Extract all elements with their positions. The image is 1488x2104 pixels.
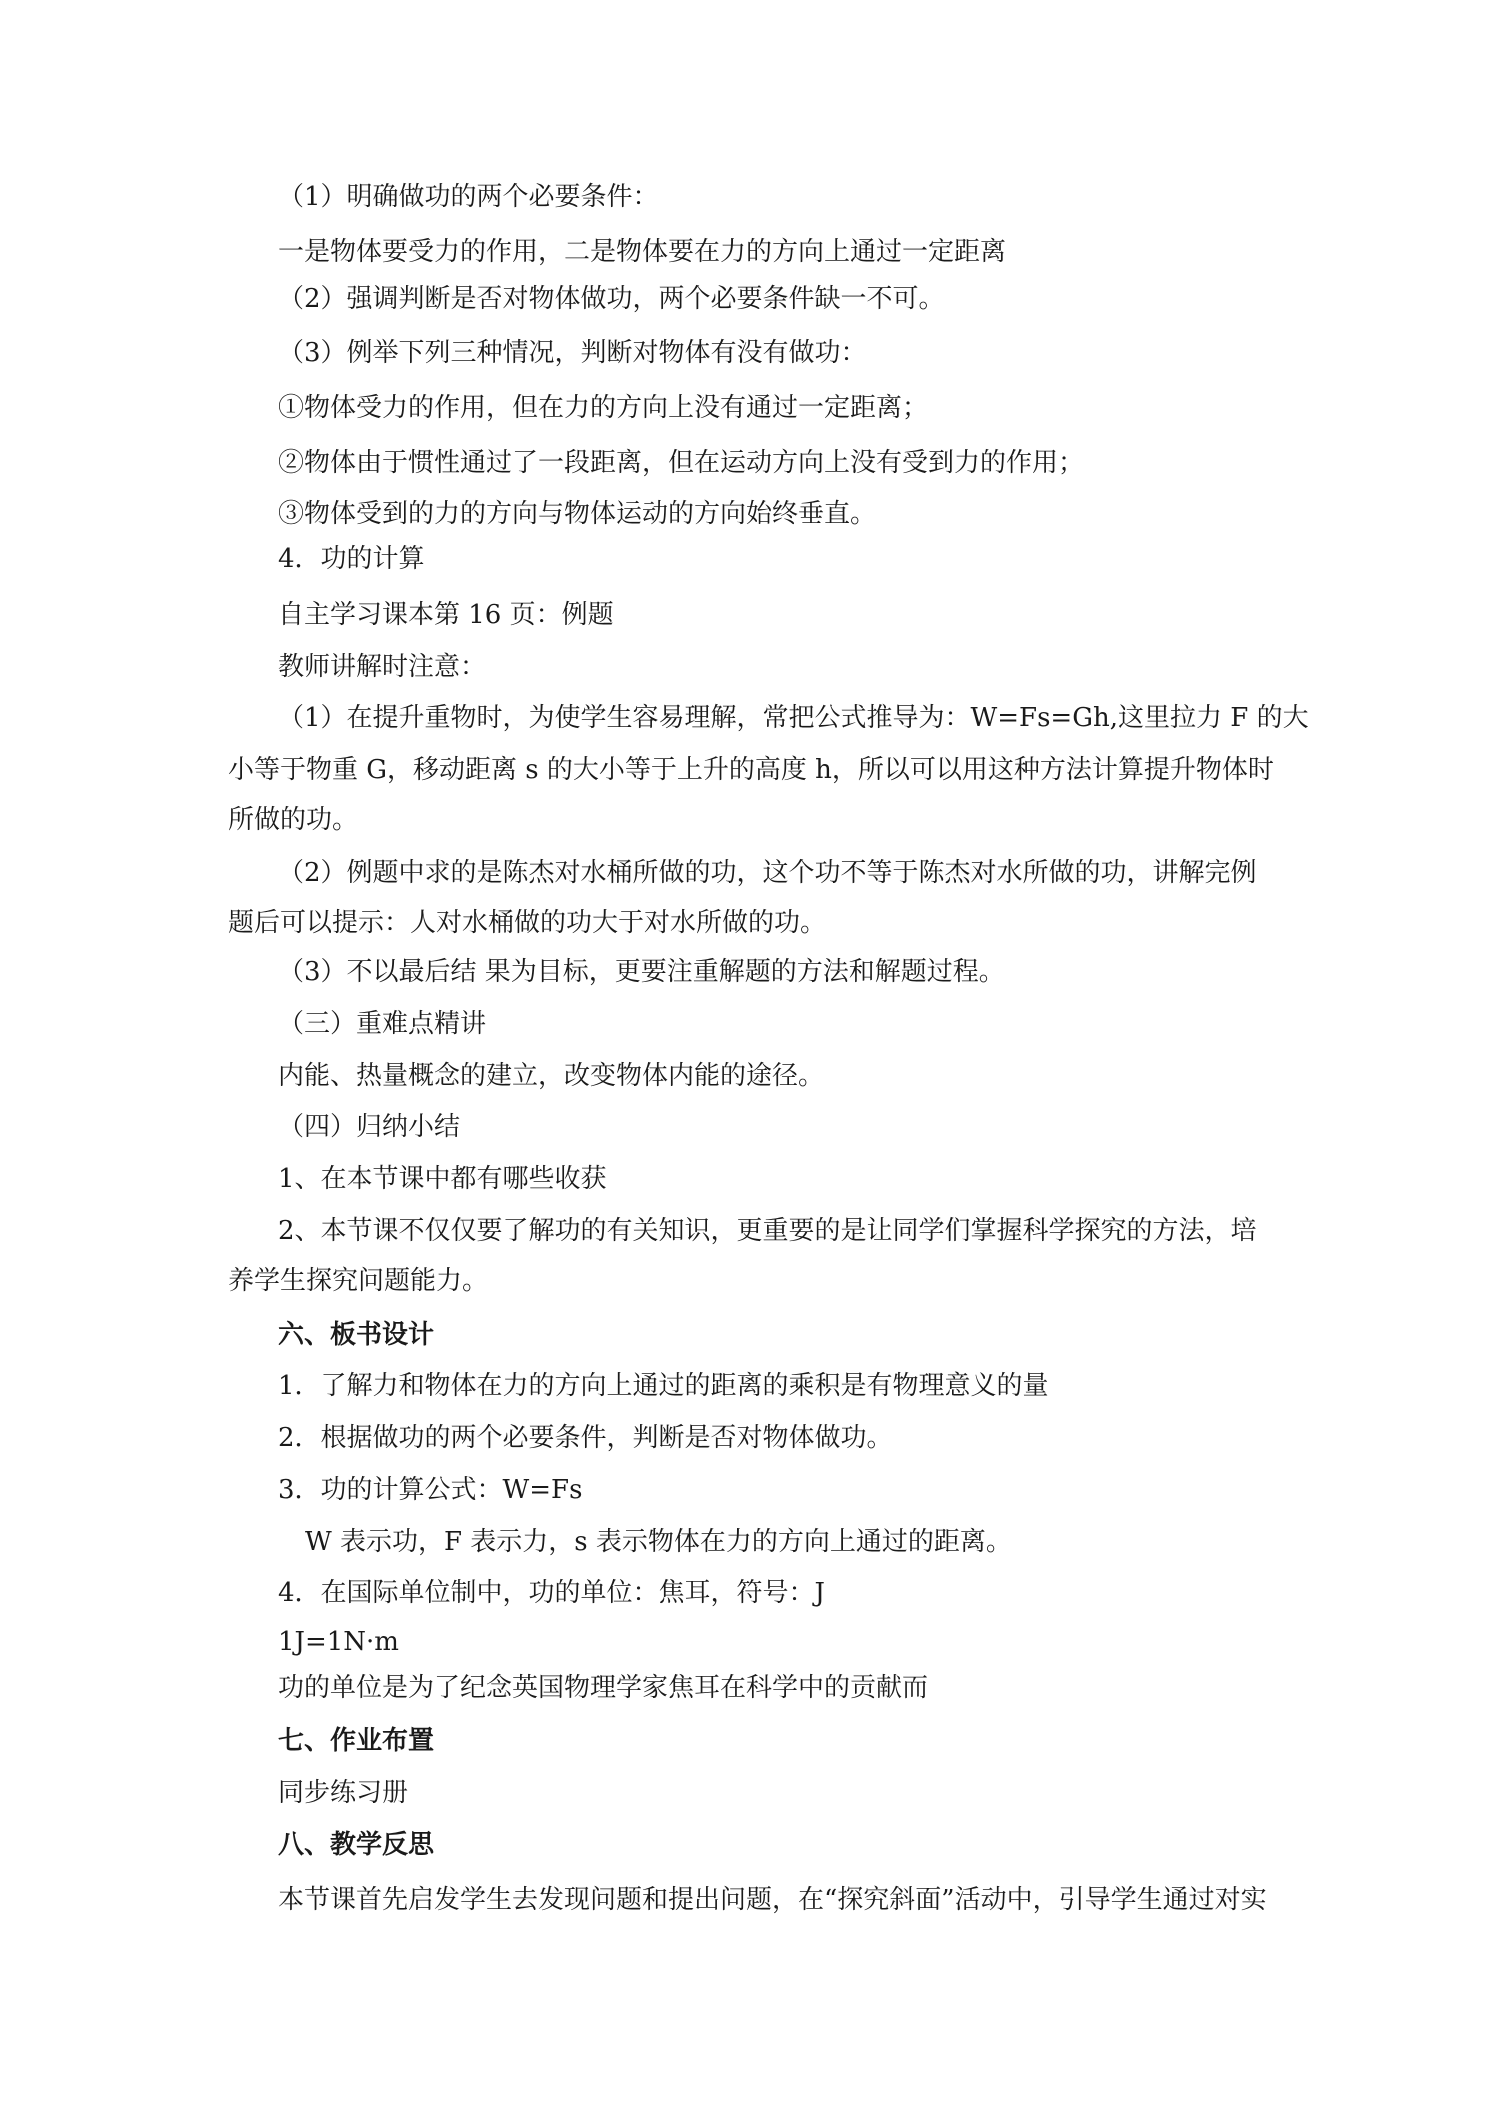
section-heading: 八、教学反思 [278,1830,435,1860]
section-heading: 六、板书设计 [278,1320,435,1350]
text-line: 1、在本节课中都有哪些收获 [278,1164,607,1194]
text-line: （3）例举下列三种情况，判断对物体有没有做功： [278,338,867,368]
text-line: 小等于物重 G，移动距离 s 的大小等于上升的高度 h，所以可以用这种方法计算提升物体时 [228,755,1274,785]
text-line: W 表示功，F 表示力，s 表示物体在力的方向上通过的距离。 [305,1527,1012,1557]
text-line: 4．功的计算 [278,544,425,574]
text-line: 2．根据做功的两个必要条件，判断是否对物体做功。 [278,1423,893,1453]
text-line: 自主学习课本第 16 页：例题 [278,600,614,630]
text-line: 同步练习册 [278,1778,409,1808]
text-line: （1）明确做功的两个必要条件： [278,182,659,212]
text-line: 所做的功。 [228,805,359,835]
text-line: 1J=1N·m [278,1627,399,1657]
text-line: 养学生探究问题能力。 [228,1266,489,1296]
text-line: 2、本节课不仅仅要了解功的有关知识，更重要的是让同学们掌握科学探究的方法，培 [278,1216,1257,1246]
text-line: 4．在国际单位制中，功的单位：焦耳，符号：J [278,1578,825,1608]
text-line: 本节课首先启发学生去发现问题和提出问题，在“探究斜面”活动中，引导学生通过对实 [278,1885,1267,1915]
text-line: 教师讲解时注意： [278,652,487,682]
text-line: 1．了解力和物体在力的方向上通过的距离的乘积是有物理意义的量 [278,1371,1049,1401]
text-line: 内能、热量概念的建立，改变物体内能的途径。 [278,1061,825,1091]
text-line: ①物体受力的作用，但在力的方向上没有通过一定距离； [278,393,929,423]
text-line: 3．功的计算公式：W=Fs [278,1475,583,1505]
text-line: （2）例题中求的是陈杰对水桶所做的功，这个功不等于陈杰对水所做的功，讲解完例 [278,858,1257,888]
text-line: （四）归纳小结 [278,1112,461,1142]
text-line: （1）在提升重物时，为使学生容易理解，常把公式推导为：W=Fs=Gh,这里拉力 F 的大 [278,703,1309,733]
text-line: （2）强调判断是否对物体做功，两个必要条件缺一不可。 [278,284,945,314]
text-line: （三）重难点精讲 [278,1009,487,1039]
section-heading: 七、作业布置 [278,1726,435,1756]
text-line: （3）不以最后结 果为目标，更要注重解题的方法和解题过程。 [278,957,1005,987]
text-line: 一是物体要受力的作用，二是物体要在力的方向上通过一定距离 [278,237,1007,267]
text-line: ②物体由于惯性通过了一段距离，但在运动方向上没有受到力的作用； [278,448,1085,478]
text-line: 功的单位是为了纪念英国物理学家焦耳在科学中的贡献而 [278,1673,929,1703]
text-line: 题后可以提示：人对水桶做的功大于对水所做的功。 [228,908,827,938]
text-line: ③物体受到的力的方向与物体运动的方向始终垂直。 [278,499,877,529]
